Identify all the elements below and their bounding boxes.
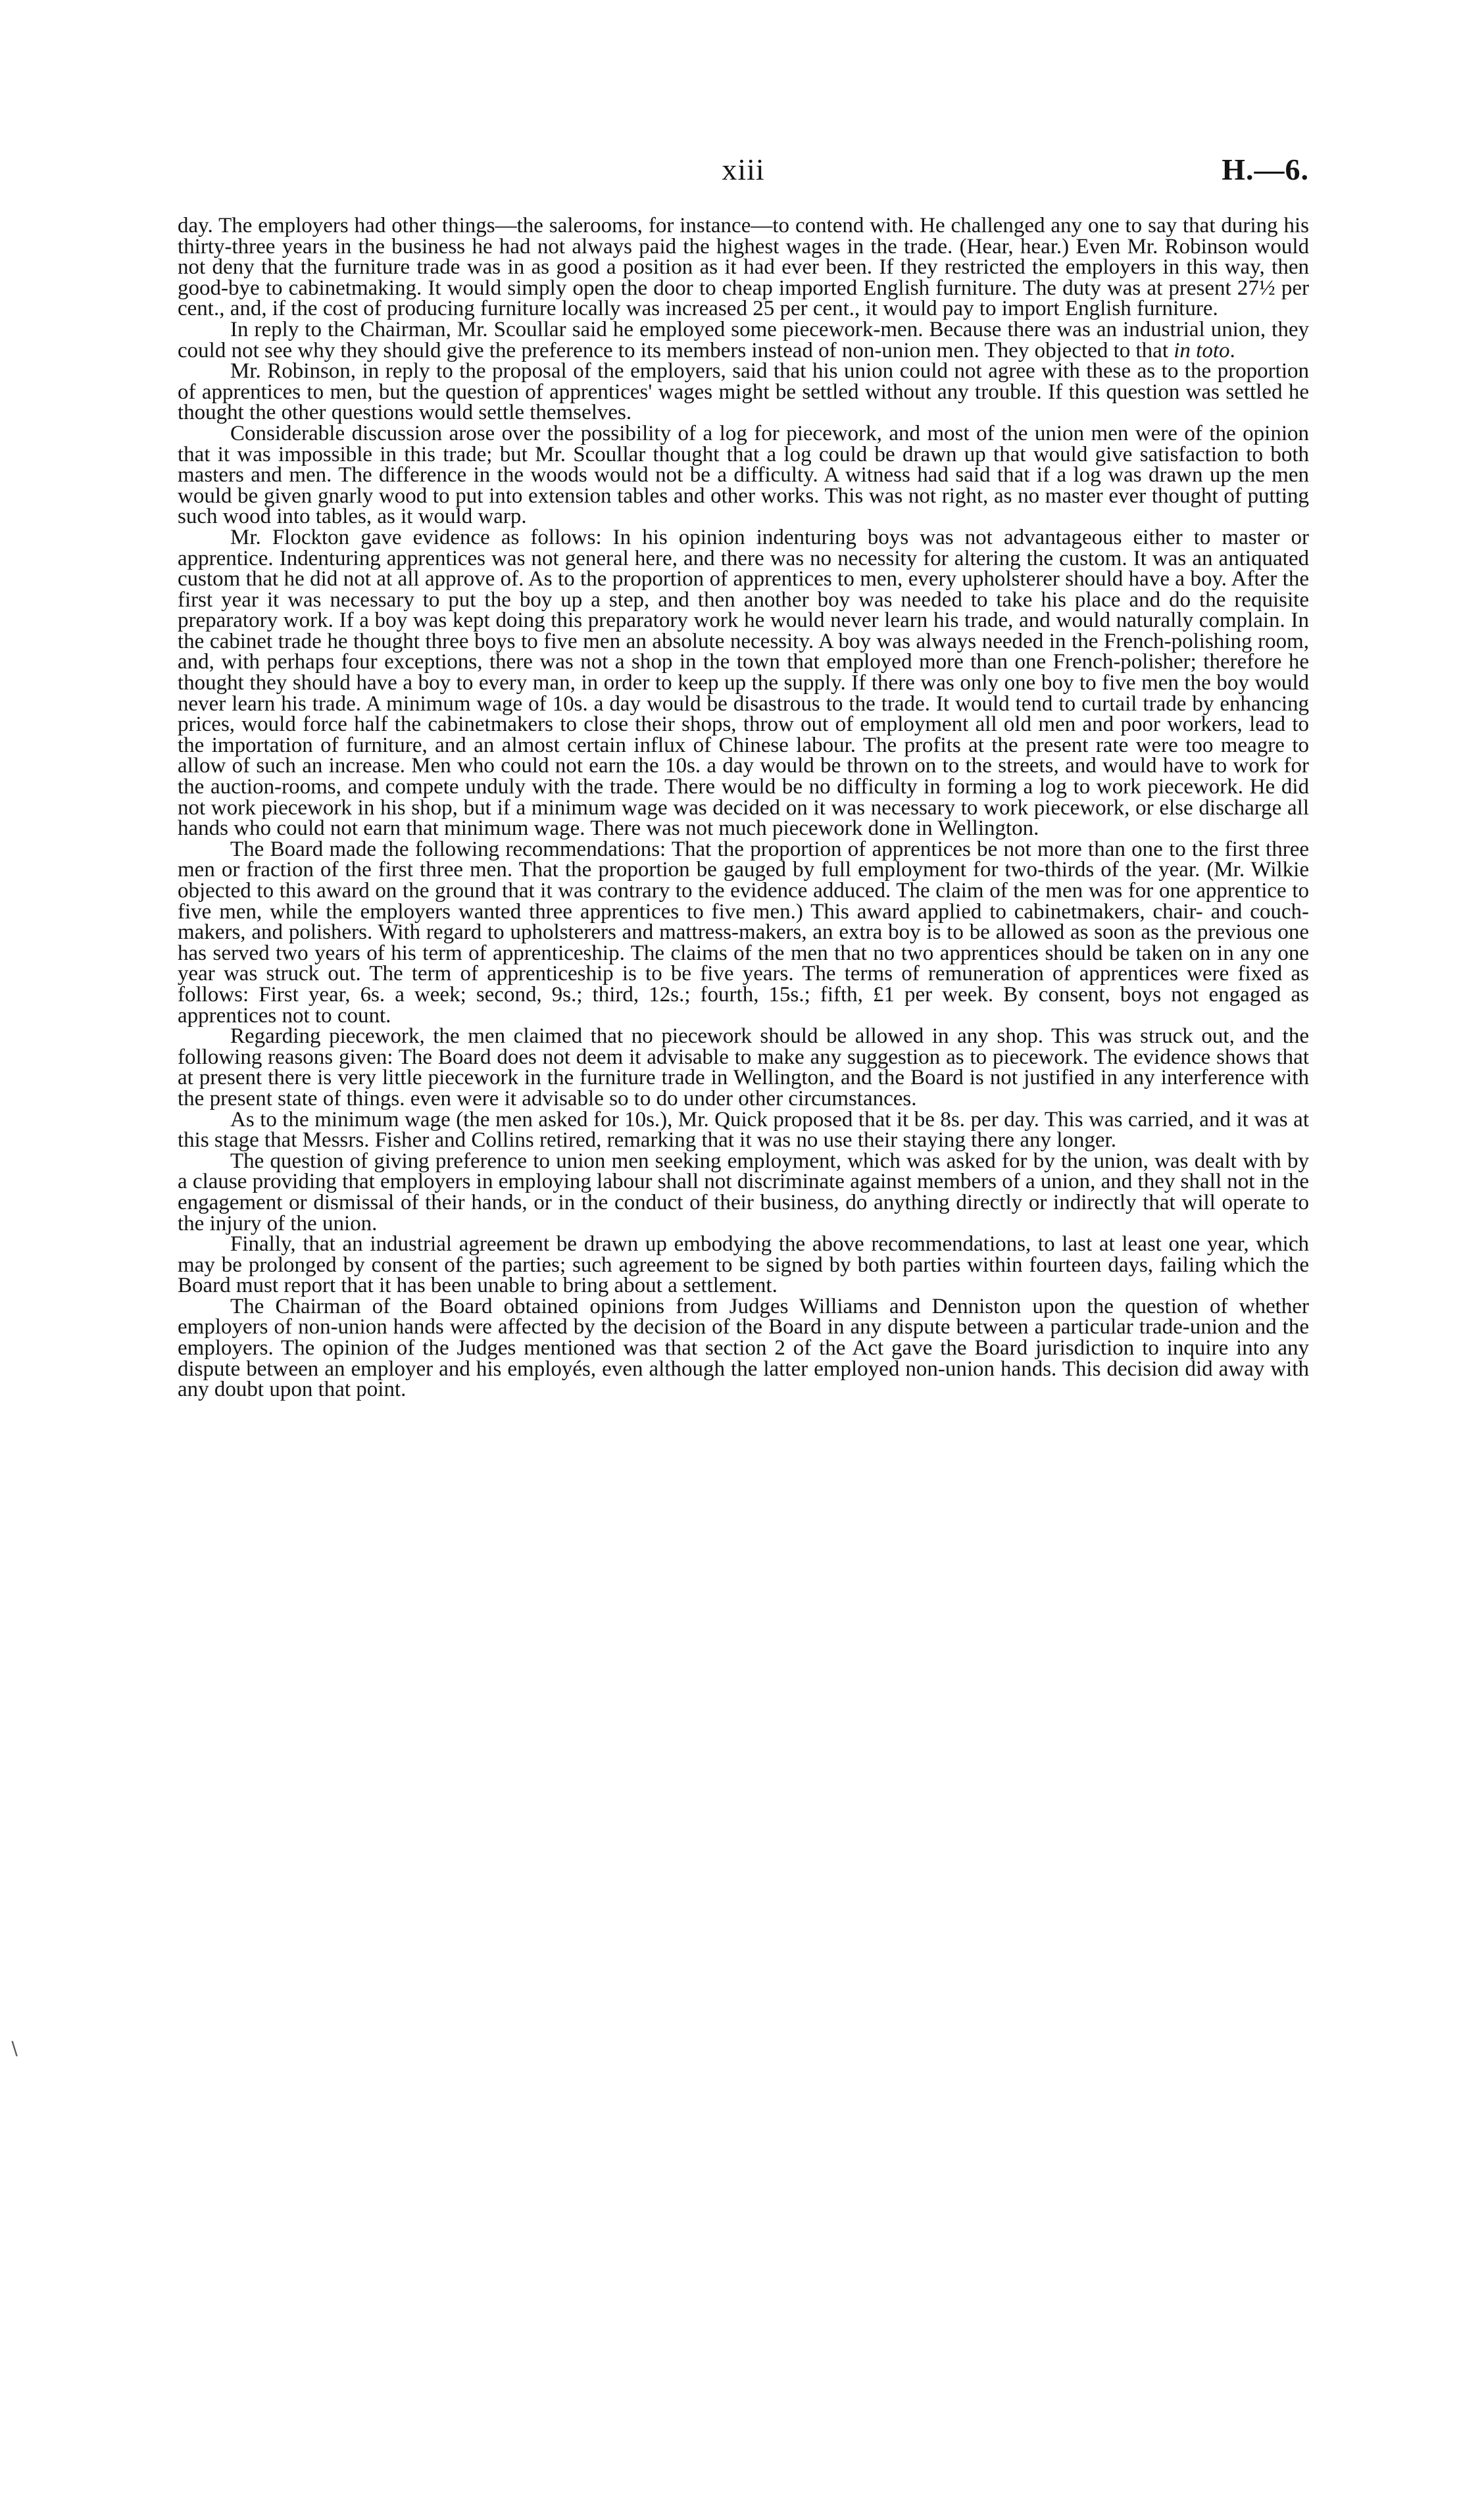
body-text: [178, 216, 1309, 1401]
page-header: [178, 150, 1309, 196]
paragraph-2-text: In reply to the Chairman, Mr. Scoullar said he employed some piecework-men. Because there was an industrial union, they could not see why they should give the preference to its members instead of non-union men. They objected to that: [178, 317, 1309, 362]
margin-mark: ∖: [8, 2039, 20, 2060]
paragraph-9: The question of giving preference to union men seeking employment, which was asked for by the union, was dealt with by a clause providing that employers in employing labour shall not discriminate against members of a union, and they shall not in the engagement or dismissal of their hands, or in the conduct of their business, do anything directly or indirectly that will operate to the injury of the union.: [178, 1149, 1309, 1235]
paragraph-7: Regarding piecework, the men claimed that no piecework should be allowed in any shop. This was struck out, and the following reasons given: The Board does not deem it advisable to make any suggestion as to piecework. The evidence shows that at present there is very little piecework in the furniture trade in Wellington, and the Board is not justified in any interference with the present state of things. even were it advisable so to do under other circumstances.: [178, 1024, 1309, 1110]
paragraph-10: Finally, that an industrial agreement be drawn up embodying the above recommendations, to last at least one year, which may be prolonged by consent of the parties; such agreement to be signed by both parties within fourteen days, failing which the Board must report that it has been unable to bring about a settlement.: [178, 1232, 1309, 1298]
paragraph-6: The Board made the following recommendations: That the proportion of apprentices be not more than one to the first three men or fraction of the first three men. That the proportion be gauged by full employment for two-thirds of the year. (Mr. Wilkie objected to this award on the ground that it was contrary to the evidence adduced. The claim of the men was for one apprentice to five men, while the employers wanted three apprentices to five men.) This award applied to cabinetmakers, chair- and couch-makers, and polishers. With regard to upholsterers and mattress-makers, an extra boy is to be allowed as soon as the previous one has served two years of his term of apprenticeship. The claims of the men that no two apprentices should be taken on in any one year was struck out. The term of apprenticeship is to be five years. The terms of remuneration of apprentices were fixed as follows: First year, 6s. a week; second, 9s.; third, 12s.; fourth, 15s.; fifth, £1 per week. By consent, boys not engaged as apprentices not to count.: [178, 837, 1309, 1028]
paragraph-4: Considerable discussion arose over the possibility of a log for piecework, and most of the union men were of the opinion that it was impossible in this trade; but Mr. Scoullar thought that a log could be drawn up that would give satisfaction to both masters and men. The difference in the woods would not be a difficulty. A witness had said that if a log was drawn up the men would be given gnarly wood to put into extension tables and other works. This was not right, as no master ever thought of putting such wood into tables, as it would warp.: [178, 421, 1309, 529]
paragraph-2: [178, 317, 1309, 362]
paragraph-11: The Chairman of the Board obtained opinions from Judges Williams and Denniston upon the question of whether employers of non-union hands were affected by the decision of the Board in any dispute between a particular trade-union and the employers. The opinion of the Judges mentioned was that section 2 of the Act gave the Board jurisdiction to inquire into any dispute between an employer and his employés, even although the latter employed non-union hands. This decision did away with any doubt upon that point.: [178, 1294, 1309, 1402]
paragraph-2-end: .: [1229, 338, 1235, 362]
paragraph-5: Mr. Flockton gave evidence as follows: In his opinion indenturing boys was not advantageous either to master or apprentice. Indenturing apprentices was not general here, and there was no necessity for altering the custom. It was an antiquated custom that he did not at all approve of. As to the proportion of apprentices to men, every upholsterer should have a boy. After the first year it was necessary to put the boy up a step, and then another boy was needed to take his place and do the requisite preparatory work. If a boy was kept doing this preparatory work he would never learn his trade, and would naturally complain. In the cabinet trade he thought three boys to five men an absolute necessity. A boy was always needed in the French-polishing room, and, with perhaps four exceptions, there was not a shop in the town that employed more than one French-polisher; therefore he thought they should have a boy to every man, in order to keep up the supply. If there was only one boy to five men the boy would never learn his trade. A minimum wage of 10s. a day would be disastrous to the trade. It would tend to curtail trade by enhancing prices, would force half the cabinetmakers to close their shops, throw out of employment all old men and poor workers, lead to the importation of furniture, and an almost certain influx of Chinese labour. The profits at the present rate were too meagre to allow of such an increase. Men who could not earn the 10s. a day would be thrown on to the streets, and would have to work for the auction-rooms, and compete unduly with the trade. There would be no difficulty in forming a log to work piecework. He did not work piecework in his shop, but if a minimum wage was decided on it was necessary to work piecework, or else discharge all hands who could not earn that minimum wage. There was not much piecework done in Wellington.: [178, 525, 1309, 841]
page-number: xiii: [722, 153, 765, 186]
document-reference: H.—6.: [1222, 153, 1309, 186]
paragraph-3: Mr. Robinson, in reply to the proposal of the employers, said that his union could not agree with these as to the proportion of apprentices to men, but the question of apprentices' wages might be settled without any trouble. If this question was settled he thought the other questions would settle themselves.: [178, 359, 1309, 425]
paragraph-1: day. The employers had other things—the salerooms, for instance—to contend with. He challenged any one to say that during his thirty-three years in the business he had not always paid the highest wages in the trade. (Hear, hear.) Even Mr. Robinson would not deny that the furniture trade was in as good a position as it had ever been. If they restricted the employers in this way, then good-bye to cabinetmaking. It would simply open the door to cheap imported English furniture. The duty was at present 27½ per cent., and, if the cost of producing furniture locally was increased 25 per cent., it would pay to import English furniture.: [178, 214, 1309, 321]
paragraph-8: As to the minimum wage (the men asked for 10s.), Mr. Quick proposed that it be 8s. per day. This was carried, and it was at this stage that Messrs. Fisher and Collins retired, remarking that it was no use their staying there any longer.: [178, 1107, 1309, 1153]
paragraph-2-italic: in toto: [1174, 338, 1230, 362]
